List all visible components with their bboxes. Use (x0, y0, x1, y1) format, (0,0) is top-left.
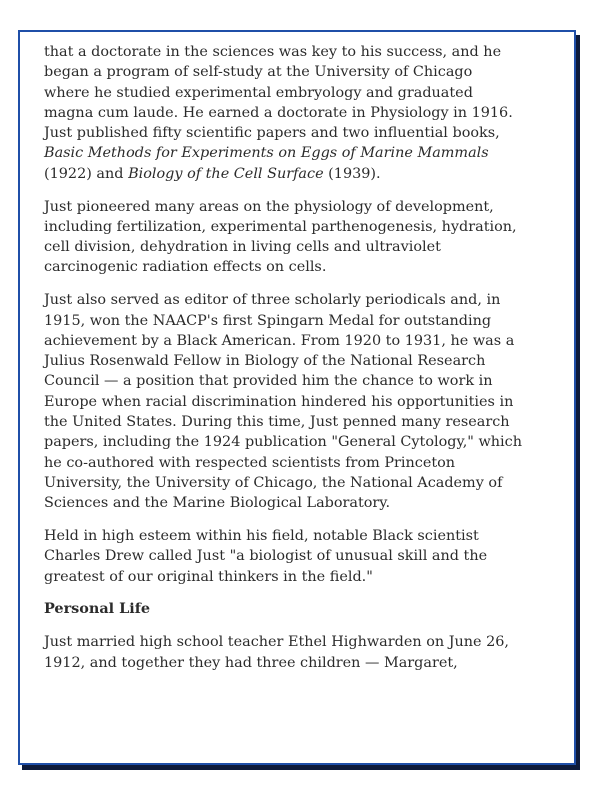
paragraph-personal-life: Just married high school teacher Ethel Highwarden on June 26, 1912, and together they had three children — Margaret, (44, 634, 510, 671)
paragraph-editor-spingarn: Just also served as editor of three scholarly periodicals and, in 1915, won the NAACP's first Spingarn Medal for outstanding achievement by a Black American. From 1920 to 1931, he was a Julius Rosenwald Fellow in Biology of the National Research Council — a position that provided him the chance to work in Europe when racial discrimination hindered his opportunities in the United States. During this time, Just penned many research papers, including the 1924 publication "General Cytology," which he co-authored with respected scientists from Princeton University, the University of Chicago, the National Academy of Sciences and the Marine Biological Laboratory. (44, 292, 522, 512)
paragraph-education: that a doctorate in the sciences was key to his success, and he began a program of self-study at the University of Chicago where he studied experimental embryology and graduated magna cum laude. He earned a doctorate in Physiology in 1916. Just published fifty scientific papers and two influential books, Basic Methods for Experiments on Eggs of Marine Mammals (1922) and Biology of the Cell Surface (1939). (44, 44, 513, 182)
book-title-basic-methods: Basic Methods for Experiments on Eggs of Marine Mammals (44, 145, 489, 162)
document-body (44, 42, 522, 685)
section-heading-personal-life: Personal Life (44, 600, 151, 618)
book-title-biology-cell-surface: Biology of the Cell Surface (128, 165, 324, 182)
paragraph-esteem: Held in high esteem within his field, notable Black scientist Charles Drew called Just "a biologist of unusual skill and the greatest of our original thinkers in the field." (44, 528, 488, 585)
paragraph-research-areas: Just pioneered many areas on the physiology of development, including fertilization, experimental parthenogenesis, hydration, cell division, dehydration in living cells and ultraviolet carcinogenic radiation effects on cells. (44, 198, 517, 276)
